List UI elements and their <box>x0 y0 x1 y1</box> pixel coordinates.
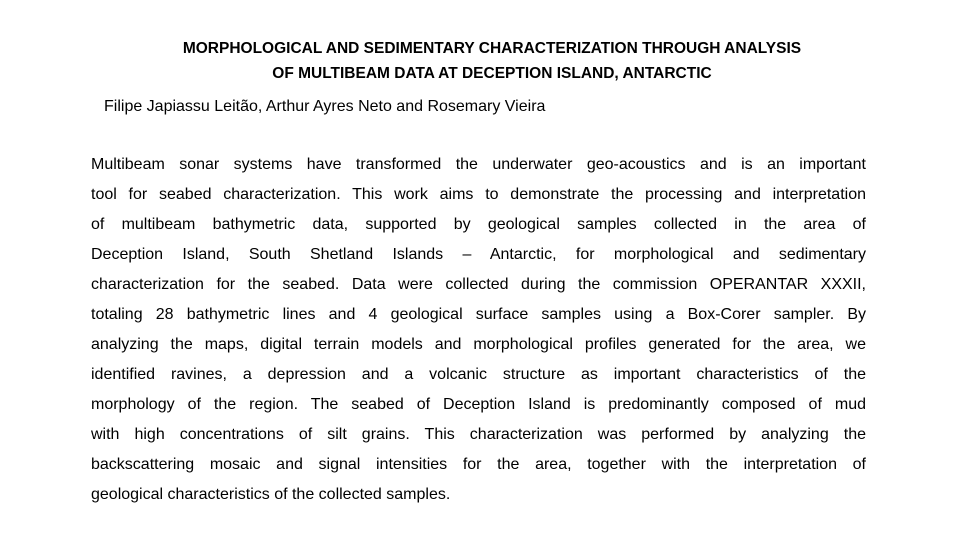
author-list: Filipe Japiassu Leitão, Arthur Ayres Neto and Rosemary Vieira <box>104 98 546 115</box>
abstract-line: tool for seabed characterization. This work aims to demonstrate the processing and interpretation <box>91 186 866 203</box>
abstract-line: characterization for the seabed. Data were collected during the commission OPERANTAR XXXII, <box>91 276 866 293</box>
abstract-line: identified ravines, a depression and a volcanic structure as important characteristics of the <box>91 366 866 383</box>
paper-title <box>100 36 884 86</box>
abstract-line: morphology of the region. The seabed of Deception Island is predominantly composed of mud <box>91 396 866 413</box>
abstract-line: of multibeam bathymetric data, supported by geological samples collected in the area of <box>91 216 866 233</box>
abstract-line: Multibeam sonar systems have transformed the underwater geo-acoustics and is an important <box>91 156 866 173</box>
abstract-line: Deception Island, South Shetland Islands – Antarctic, for morphological and sedimentary <box>91 246 866 263</box>
title-line-2: OF MULTIBEAM DATA AT DECEPTION ISLAND, ANTARCTIC <box>272 65 712 82</box>
abstract-body <box>91 150 866 510</box>
abstract-line: geological characteristics of the collected samples. <box>91 486 451 503</box>
abstract-line: backscattering mosaic and signal intensities for the area, together with the interpretation of <box>91 456 866 473</box>
title-line-1: MORPHOLOGICAL AND SEDIMENTARY CHARACTERIZATION THROUGH ANALYSIS <box>182 40 802 57</box>
abstract-line: totaling 28 bathymetric lines and 4 geological surface samples using a Box-Corer sampler. By <box>91 306 866 323</box>
abstract-line: analyzing the maps, digital terrain models and morphological profiles generated for the area, we <box>91 336 866 353</box>
abstract-line: with high concentrations of silt grains. This characterization was performed by analyzing the <box>91 426 866 443</box>
